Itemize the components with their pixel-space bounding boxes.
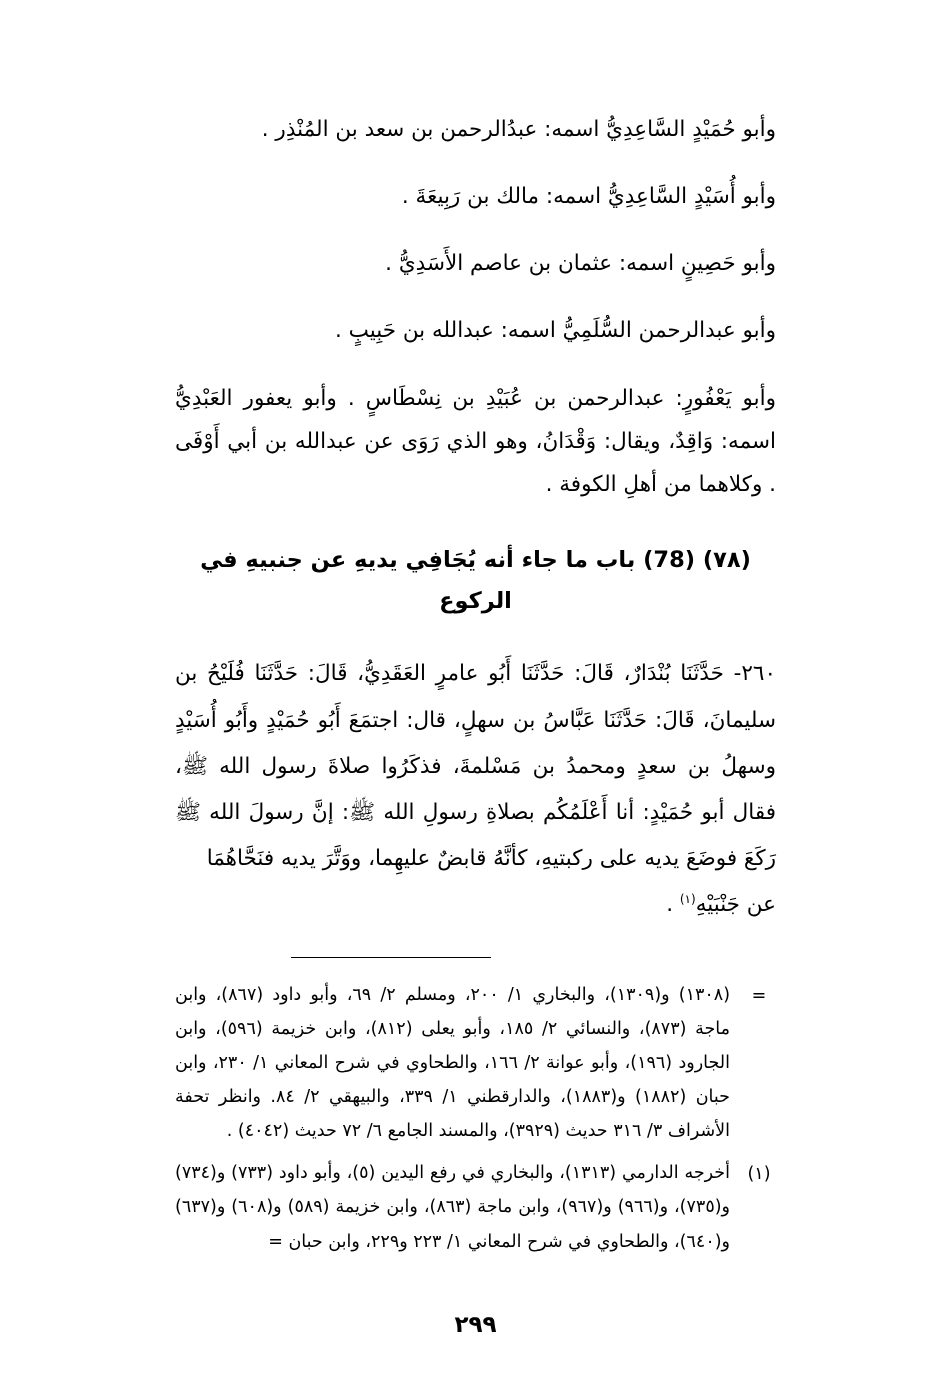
paragraph: وأبو أُسَيْدٍ السَّاعِدِيُّ اسمه: مالك بن رَبِيعَةَ .	[401, 183, 776, 209]
paragraph: وأبو عبدالرحمن السُّلَمِيُّ اسمه: عبدالله بن حَبِيبٍ .	[334, 317, 776, 343]
footnote-item	[175, 1156, 776, 1258]
footnote-item	[175, 978, 776, 1149]
footnote-marker: (١)	[747, 1164, 771, 1185]
paragraph-long: وأبو يَعْفُورٍ: عبدالرحمن بن عُبَيْدِ بن نِسْطَاسٍ . وأبو يعفور العَبْدِيُّ اسمه: وَاقِدٌ، ويقال: وَقْدَانُ، وهو الذي رَوَى عن عبدالله بن أبي أَوْفَى . وكلاهما من أهلِ الكوفة .	[175, 386, 776, 498]
chapter-title: (٧٨) (78) باب ما جاء أنه يُجَافِي يديهِ عن جنبيهِ في الركوع	[200, 547, 751, 614]
footnote-text: (١٣٠٨) و(١٣٠٩)، والبخاري ١/ ٢٠٠، ومسلم ٢/ ٦٩، وأبو داود (٨٦٧)، وابن ماجة (٨٧٣)، والنسائي ٢/ ١٨٥، وأبو يعلى (٨١٢)، وابن خزيمة (٥٩٦)، وابن الجارود (١٩٦)، وأبو عوانة ٢/ ١٦٦، والطحاوي في شرح المعاني ١/ ٢٣٠، وابن حبان (١٨٨٢) و(١٨٨٣)، والدارقطني ١/ ٣٣٩، والبيهقي ٢/ ٨٤. وانظر تحفة الأشراف ٣/ ٣١٦ حديث (٣٩٢٩)، والمسند الجامع ٦/ ٧٢ حديث (٤٠٤٢) .	[175, 984, 731, 1142]
hadith-body: ٢٦٠- حَدَّثَنَا بُنْدَارٌ، قَالَ: حَدَّثَنَا أَبُو عامرٍ العَقَدِيُّ، قَالَ: حَدَّثَنَا فُلَيْحُ بن سليمانَ، قَالَ: حَدَّثَنَا عَبَّاسُ بن سهلٍ، قال: اجتمَعَ أَبُو حُمَيْدٍ وأَبُو أُسَيْدٍ وسهلُ بن سعدٍ ومحمدُ بن مَسْلمةَ، فذكَرُوا صلاةَ رسول الله ﷺ، فقال أبو حُمَيْدٍ: أنا أَعْلَمُكُم بصلاةِ رسولِ الله ﷺ: إنَّ رسولَ الله ﷺ رَكَعَ فوضَعَ يديه على ركبتيهِ، كأنَّهُ قابضٌ عليهِما، ووَتَّرَ يديه فنَحَّاهُمَا	[175, 661, 776, 872]
paragraph: وأبو حَصِينٍ اسمه: عثمان بن عاصم الأَسَدِيُّ .	[385, 250, 776, 276]
footnote-reference: (١)	[679, 892, 696, 907]
body-text-block	[175, 110, 776, 506]
paragraph: وأبو حُمَيْدٍ السَّاعِدِيُّ اسمه: عبدُالرحمن بن سعد بن المُنْذِر .	[261, 117, 776, 142]
hadith-last-line-text: عن جَنْبَيْهِ	[695, 892, 776, 918]
footnote-marker: =	[751, 985, 767, 1006]
hadith-last-line: عن جَنْبَيْهِ$^{(١)}$ .	[666, 892, 776, 918]
page-number: ٢٩٩	[454, 1312, 497, 1338]
footnote-separator-wrap	[175, 943, 776, 962]
footnote-text: أخرجه الدارمي (١٣١٣)، والبخاري في رفع اليدين (٥)، وأبو داود (٧٣٣) و(٧٣٤) و(٧٣٥)، و(٩٦٦) و(٩٦٧)، وابن ماجة (٨٦٣)، وابن خزيمة (٥٨٩) و(٦٠٨) و(٦٣٧) و(٦٤٠)، والطحاوي في شرح المعاني ١/ ٢٢٣ و٢٢٩، وابن حبان =	[175, 1163, 730, 1252]
footnote-separator	[291, 957, 491, 958]
hadith-text	[175, 651, 776, 928]
footnotes-block	[175, 978, 776, 1259]
